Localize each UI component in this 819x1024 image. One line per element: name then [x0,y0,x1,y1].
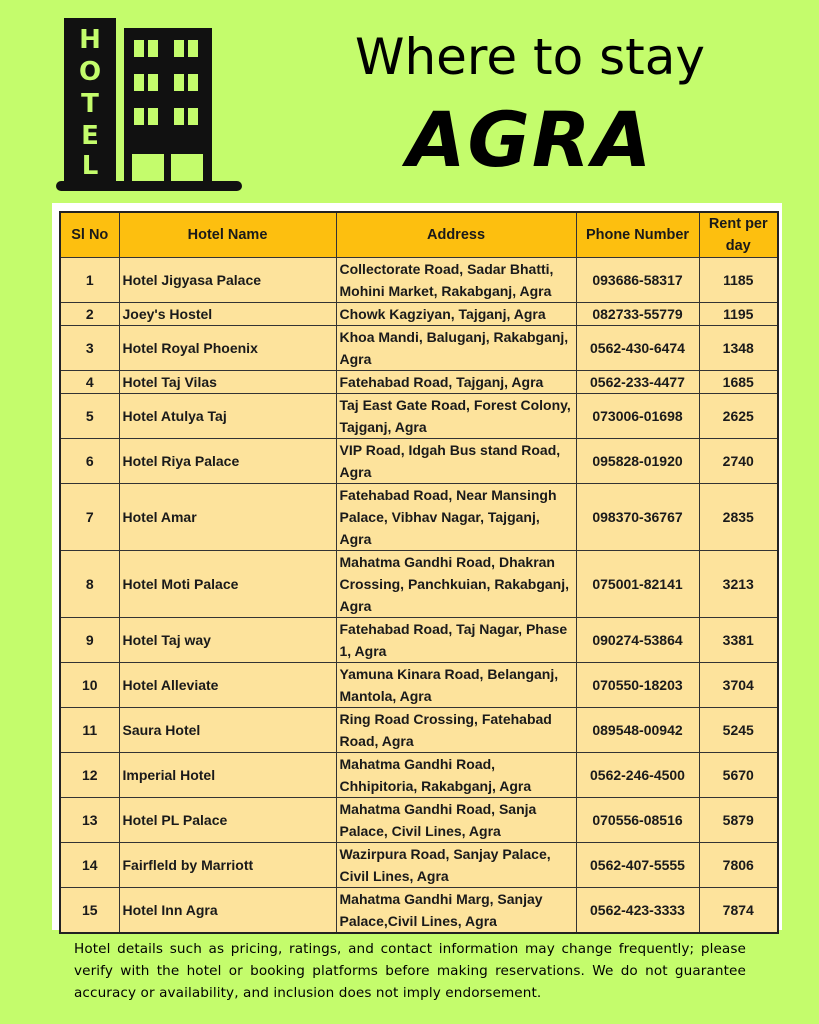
column-header-hotel-name: Hotel Name [119,212,336,258]
table-row [60,326,778,371]
cell-sl-no: 11 [60,708,119,753]
cell-phone-number: 095828-01920 [576,439,699,484]
cell-sl-no: 3 [60,326,119,371]
cell-hotel-name: Hotel Atulya Taj [119,394,336,439]
cell-sl-no: 8 [60,551,119,618]
cell-sl-no: 2 [60,303,119,326]
cell-rent-per-day: 7874 [699,888,778,934]
cell-address: Fatehabad Road, Taj Nagar, Phase 1, Agra [336,618,576,663]
sign-letter: O [78,57,102,87]
cell-sl-no: 10 [60,663,119,708]
sign-letter: T [81,89,99,119]
cell-phone-number: 075001-82141 [576,551,699,618]
cell-phone-number: 0562-246-4500 [576,753,699,798]
cell-phone-number: 089548-00942 [576,708,699,753]
cell-phone-number: 093686-58317 [576,258,699,303]
sign-letter: H [79,25,101,55]
cell-hotel-name: Hotel Moti Palace [119,551,336,618]
table-row [60,551,778,618]
table-row [60,303,778,326]
hotel-table [59,211,779,934]
cell-sl-no: 6 [60,439,119,484]
cell-hotel-name: Joey's Hostel [119,303,336,326]
cell-hotel-name: Imperial Hotel [119,753,336,798]
column-header-sl-no: Sl No [60,212,119,258]
cell-hotel-name: Hotel Jigyasa Palace [119,258,336,303]
cell-address: Wazirpura Road, Sanjay Palace, Civil Lines, Agra [336,843,576,888]
cell-sl-no: 13 [60,798,119,843]
column-header-address: Address [336,212,576,258]
cell-phone-number: 0562-430-6474 [576,326,699,371]
cell-phone-number: 082733-55779 [576,303,699,326]
cell-rent-per-day: 7806 [699,843,778,888]
cell-address: Taj East Gate Road, Forest Colony, Tajganj, Agra [336,394,576,439]
cell-phone-number: 073006-01698 [576,394,699,439]
cell-phone-number: 0562-423-3333 [576,888,699,934]
table-row [60,618,778,663]
cell-hotel-name: Hotel PL Palace [119,798,336,843]
table-row [60,258,778,303]
cell-rent-per-day: 5245 [699,708,778,753]
table-row [60,708,778,753]
cell-hotel-name: Hotel Royal Phoenix [119,326,336,371]
table-row [60,798,778,843]
cell-sl-no: 15 [60,888,119,934]
cell-rent-per-day: 2625 [699,394,778,439]
table-row [60,753,778,798]
column-header-rent: Rent per day [699,212,778,258]
cell-rent-per-day: 5670 [699,753,778,798]
cell-rent-per-day: 5879 [699,798,778,843]
cell-sl-no: 4 [60,371,119,394]
table-header-row [60,212,778,258]
cell-hotel-name: Saura Hotel [119,708,336,753]
hotel-table-sheet [52,203,782,930]
cell-hotel-name: Hotel Alleviate [119,663,336,708]
cell-rent-per-day: 1195 [699,303,778,326]
table-row [60,484,778,551]
cell-rent-per-day: 2835 [699,484,778,551]
cell-rent-per-day: 1348 [699,326,778,371]
cell-address: Mahatma Gandhi Road, Chhipitoria, Rakabganj, Agra [336,753,576,798]
table-row [60,663,778,708]
hotel-building-icon [56,18,242,192]
cell-sl-no: 5 [60,394,119,439]
cell-address: Collectorate Road, Sadar Bhatti, Mohini Market, Rakabganj, Agra [336,258,576,303]
table-row [60,843,778,888]
cell-phone-number: 098370-36767 [576,484,699,551]
cell-rent-per-day: 1685 [699,371,778,394]
cell-address: Fatehabad Road, Near Mansingh Palace, Vibhav Nagar, Tajganj, Agra [336,484,576,551]
cell-hotel-name: Hotel Amar [119,484,336,551]
cell-address: Ring Road Crossing, Fatehabad Road, Agra [336,708,576,753]
cell-address: VIP Road, Idgah Bus stand Road, Agra [336,439,576,484]
sign-letter: L [81,151,99,181]
table-row [60,439,778,484]
disclaimer-text: Hotel details such as pricing, ratings, and contact information may change frequently; please verify with the hotel or booking platforms before making reservations. We do not guarantee accuracy or availability, and inclusion does not imply endorsement. [74,941,746,1001]
cell-hotel-name: Hotel Taj Vilas [119,371,336,394]
cell-hotel-name: Fairfleld by Marriott [119,843,336,888]
cell-sl-no: 1 [60,258,119,303]
cell-phone-number: 070556-08516 [576,798,699,843]
cell-sl-no: 14 [60,843,119,888]
cell-address: Chowk Kagziyan, Tajganj, Agra [336,303,576,326]
sign-letter: E [81,121,99,151]
column-header-phone: Phone Number [576,212,699,258]
cell-rent-per-day: 2740 [699,439,778,484]
cell-phone-number: 070550-18203 [576,663,699,708]
cell-hotel-name: Hotel Taj way [119,618,336,663]
cell-address: Mahatma Gandhi Road, Dhakran Crossing, Panchkuian, Rakabganj, Agra [336,551,576,618]
cell-hotel-name: Hotel Riya Palace [119,439,336,484]
cell-phone-number: 090274-53864 [576,618,699,663]
page-title-city: AGRA [406,95,654,184]
cell-address: Yamuna Kinara Road, Belanganj, Mantola, Agra [336,663,576,708]
cell-address: Khoa Mandi, Baluganj, Rakabganj, Agra [336,326,576,371]
table-row [60,888,778,934]
cell-address: Fatehabad Road, Tajganj, Agra [336,371,576,394]
cell-rent-per-day: 3381 [699,618,778,663]
cell-address: Mahatma Gandhi Road, Sanja Palace, Civil Lines, Agra [336,798,576,843]
cell-sl-no: 7 [60,484,119,551]
cell-address: Mahatma Gandhi Marg, Sanjay Palace,Civil Lines, Agra [336,888,576,934]
cell-hotel-name: Hotel Inn Agra [119,888,336,934]
cell-sl-no: 9 [60,618,119,663]
page-title-line1: Where to stay [355,28,705,86]
cell-rent-per-day: 1185 [699,258,778,303]
cell-sl-no: 12 [60,753,119,798]
cell-phone-number: 0562-407-5555 [576,843,699,888]
table-row [60,371,778,394]
cell-phone-number: 0562-233-4477 [576,371,699,394]
cell-rent-per-day: 3704 [699,663,778,708]
cell-rent-per-day: 3213 [699,551,778,618]
table-row [60,394,778,439]
